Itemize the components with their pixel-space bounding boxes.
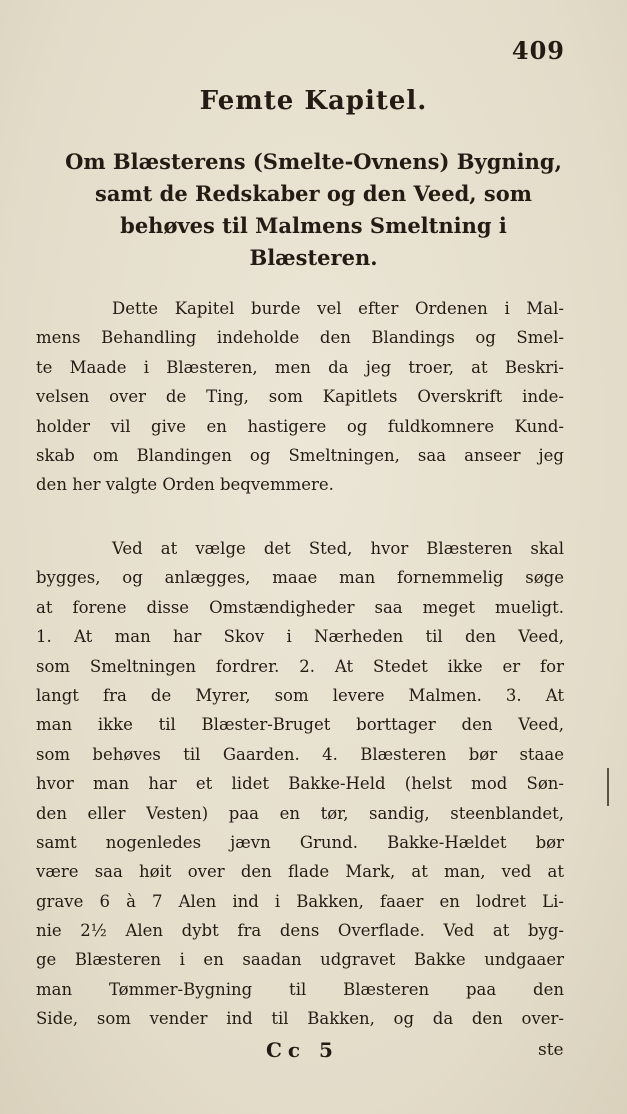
text-line: skab om Blandingen og Smeltningen, saa anseer jeg — [36, 445, 564, 465]
text-line: nie 2½ Alen dybt fra dens Overflade. Ved at byg- — [36, 921, 564, 941]
text-line: 1. At man har Skov i Nærheden til den Veed, — [36, 627, 564, 647]
text-line: holder vil give en hastigere og fuldkomnere Kund- — [36, 416, 564, 436]
text-line: være saa høit over den flade Mark, at man, ved at — [36, 862, 564, 882]
page-number: 409 — [511, 36, 565, 65]
heading-line: Om Blæsterens (Smelte-Ovnens) Bygning, — [65, 149, 562, 174]
text-line: bygges, og anlægges, maae man fornemmelig søge — [36, 568, 564, 588]
text-line: velsen over de Ting, som Kapitlets Overskrift inde- — [36, 387, 564, 407]
text-line: at forene disse Omstændigheder saa meget mueligt. — [36, 597, 564, 617]
paragraph-intro — [36, 294, 564, 500]
text-line: den eller Vesten) paa en tør, sandig, steenblandet, — [36, 803, 564, 823]
text-line: grave 6 à 7 Alen ind i Bakken, faaer en lodret Li- — [36, 891, 564, 911]
text-line: hvor man har et lidet Bakke-Held (helst mod Søn- — [36, 774, 564, 794]
text-line: Dette Kapitel burde vel efter Ordenen i Mal- — [112, 299, 564, 318]
paragraph-site — [36, 534, 564, 1034]
text-line: den her valgte Orden beqvemmere. — [36, 475, 334, 495]
text-line: mens Behandling indeholde den Blandings og Smel- — [36, 328, 564, 348]
heading-line: samt de Redskaber og den Veed, som — [95, 181, 532, 206]
text-line: man Tømmer-Bygning til Blæsteren paa den — [36, 979, 564, 999]
chapter-heading — [0, 146, 627, 274]
text-line: te Maade i Blæsteren, men da jeg troer, at Beskri- — [36, 357, 564, 377]
text-line: samt nogenledes jævn Grund. Bakke-Hældet bør — [36, 832, 564, 852]
text-line: langt fra de Myrer, som levere Malmen. 3. At — [36, 685, 564, 705]
text-line: Ved at vælge det Sted, hvor Blæsteren skal — [112, 539, 564, 558]
text-line: man ikke til Blæster-Bruget borttager den Veed, — [36, 715, 564, 735]
signature-mark: Cc 5 — [266, 1038, 339, 1062]
text-line: Side, som vender ind til Bakken, og da den over- — [36, 1009, 564, 1029]
heading-line: behøves til Malmens Smeltning i — [120, 213, 507, 238]
text-line: ge Blæsteren i en saadan udgravet Bakke undgaaer — [36, 950, 564, 970]
text-line: som Smeltningen fordrer. 2. At Stedet ikke er for — [36, 656, 564, 676]
heading-line: Blæsteren. — [249, 245, 378, 270]
chapter-title: Femte Kapitel. — [199, 86, 428, 116]
margin-mark — [607, 768, 609, 806]
text-line: som behøves til Gaarden. 4. Blæsteren bør staae — [36, 744, 564, 764]
catchword: ste — [538, 1040, 564, 1060]
